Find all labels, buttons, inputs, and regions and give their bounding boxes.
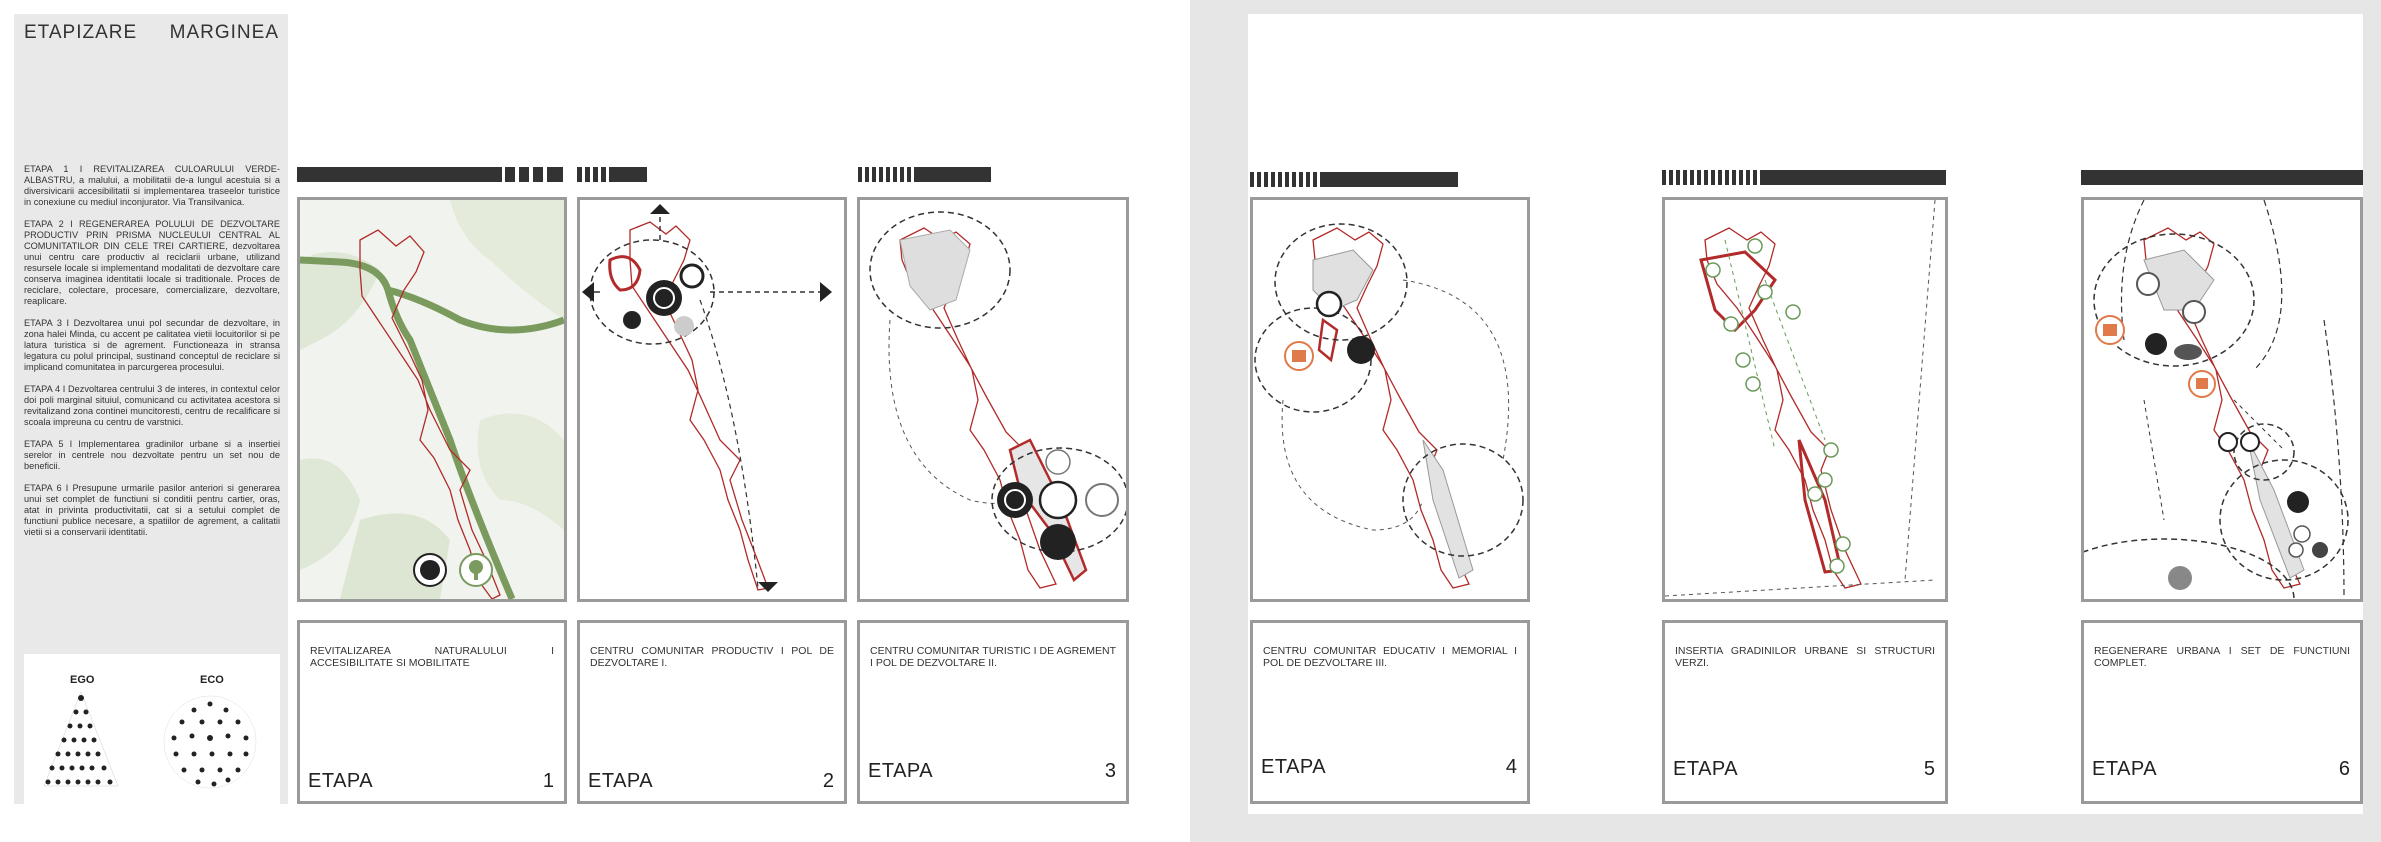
stage-2-map — [577, 197, 847, 602]
garden-icon — [1808, 487, 1822, 501]
eco-label: ECO — [200, 674, 224, 686]
stage-6-caption-text: REGENERARE URBANA I SET DE FUNCTIUNI COMPLET. — [2094, 645, 2350, 669]
stage-6-caption — [2081, 620, 2363, 804]
stages-description — [24, 164, 280, 549]
stage-5-caption-text: INSERTIA GRADINILOR URBANE SI STRUCTURI VERZI. — [1675, 645, 1935, 669]
stage-5-number: 5 — [1923, 758, 1935, 780]
gear-icon — [2289, 543, 2303, 557]
ferris-wheel-icon — [1086, 484, 1118, 516]
walker-icon — [1040, 482, 1076, 518]
stage-4-header-bars — [1250, 172, 1460, 187]
stage-1-caption — [297, 620, 567, 804]
stage-2-etapa-label: ETAPA — [588, 770, 654, 792]
eco-circle — [164, 696, 256, 788]
restaurant-icon — [2145, 333, 2167, 355]
stage-3-caption — [857, 620, 1129, 804]
sidebar-title — [24, 22, 279, 44]
restaurant-icon — [1040, 524, 1076, 560]
ego-eco-diagram — [24, 654, 280, 804]
viewpoint-icon — [1046, 450, 1070, 474]
garden-icon — [1758, 285, 1772, 299]
walker-icon — [2168, 566, 2192, 590]
sheep-icon — [674, 316, 694, 336]
garden-icon — [1736, 353, 1750, 367]
stage-3-header-bars — [858, 167, 993, 182]
garden-icon — [1830, 559, 1844, 573]
stage-6-etapa-label: ETAPA — [2092, 758, 2158, 780]
garden-icon — [1746, 377, 1760, 391]
garden-icon — [1818, 473, 1832, 487]
stage-2-caption-text: CENTRU COMUNITAR PRODUCTIV I POL DE DEZVOLTARE I. — [590, 645, 834, 669]
viewpoint-icon — [2294, 526, 2310, 542]
stage-1-2-header-bars — [297, 167, 650, 182]
stage-6-map — [2081, 197, 2363, 602]
sidebar-panel — [14, 14, 288, 804]
stage-5-caption — [1662, 620, 1948, 804]
stage-6-number: 6 — [2338, 758, 2350, 780]
stage-4-caption-text: CENTRU COMUNITAR EDUCATIV I MEMORIAL I POL DE DEZVOLTARE III. — [1263, 645, 1517, 669]
stage-6-description: ETAPA 6 I Presupune urmarile pasilor anteriori si generarea unui set complet de functiuni si conditii pentru cartier, oras, atat in privinta productivitatii, cat si a setului complet de functiuni publice necesare, a spatiilor de agrement, a calitatii vietii si a conservarii identitatii. — [24, 483, 280, 537]
ego-eco-illustration — [24, 654, 280, 804]
graduation-icon — [2174, 344, 2202, 360]
walker-icon — [2241, 433, 2259, 451]
stage-4-map — [1250, 197, 1530, 602]
stage-5-header-bars — [1662, 170, 1948, 185]
garden-icon — [1836, 537, 1850, 551]
garden-icon — [1706, 263, 1720, 277]
stage-5-description: ETAPA 5 I Implementarea gradinilor urbane si a insertiei serelor in centrele nou dezvoltate pentru un set nou de beneficii. — [24, 439, 280, 471]
title-etapizare: ETAPIZARE — [24, 22, 138, 43]
grapes-icon — [623, 311, 641, 329]
stage-5-map — [1662, 197, 1948, 602]
stage-2-caption — [577, 620, 847, 804]
recycle-icon — [2287, 491, 2309, 513]
garden-icon — [1724, 317, 1738, 331]
stage-1-number: 1 — [542, 770, 554, 792]
memorial-icon — [1317, 292, 1341, 316]
stage-4-etapa-label: ETAPA — [1261, 756, 1327, 778]
stage-2-number: 2 — [822, 770, 834, 792]
garden-icon — [1748, 239, 1762, 253]
recycle-icon — [646, 280, 682, 316]
ego-label: EGO — [70, 674, 95, 686]
stage-2-description: ETAPA 2 I REGENERAREA POLULUI DE DEZVOLTARE PRODUCTIV PRIN PRISMA NUCLEULUI CENTRAL AL COMUNITATILOR DIN CELE TREI CARTIERE, dezvoltarea unui centru care productiv al reciclarii urbane, utilizand resursele locale si implementand modalitati de dezvoltare care conserva imaginea identitatii locale si traditionale. Proces de reciclare, colectare, procesare, comercializare, dezvoltare, reaplicare. — [24, 219, 280, 306]
garden-icon — [1824, 443, 1838, 457]
factory-icon — [2183, 301, 2205, 323]
stage-6-header-bars — [2081, 170, 2363, 185]
stage-3-number: 3 — [1104, 760, 1116, 782]
stage-3-map — [857, 197, 1129, 602]
stage-4-description: ETAPA 4 I Dezvoltarea centrului 3 de interes, in contextul celor doi poli marginal situiul, comunicand cu activitatea acestora si revitalizand zona continei muncitoresti, centru de recalificare si scoala impreuna cu centru de varstnici. — [24, 384, 280, 427]
gear-icon — [681, 265, 703, 287]
ferris-wheel-icon — [2312, 542, 2328, 558]
restaurant-icon — [1347, 336, 1375, 364]
bike-icon — [2219, 433, 2237, 451]
stage-3-etapa-label: ETAPA — [868, 760, 934, 782]
stage-4-caption — [1250, 620, 1530, 804]
stage-1-etapa-label: ETAPA — [308, 770, 374, 792]
stage-3-description: ETAPA 3 I Dezvoltarea unui pol secundar de dezvoltare, in zona halei Minda, cu accent pe calitatea vietii locuitorilor si pe latura turistica si de agrement. Functioneaza in stransa legatura cu polul principal, sustinand conceptul de reciclare si implicand comunitatea in parcurgerea procesului. — [24, 318, 280, 372]
garden-icon — [1786, 305, 1800, 319]
stage-3-caption-text: CENTRU COMUNITAR TURISTIC I DE AGREMENT I POL DE DEZVOLTARE II. — [870, 645, 1116, 669]
stage-1-caption-text: REVITALIZAREA NATURALULUI I ACCESIBILITATE SI MOBILITATE — [310, 645, 554, 669]
stage-1-map — [297, 197, 567, 602]
recycle-icon — [997, 482, 1033, 518]
stage-5-etapa-label: ETAPA — [1673, 758, 1739, 780]
stage-1-description: ETAPA 1 I REVITALIZAREA CULOARULUI VERDE-ALBASTRU, a malului, a mobilitatii de-a lungul acestuia si a diversivicarii accesibilitatii si implementarea traseelor turistice in conexiune cu mediul inconjurator. Via Transilvanica. — [24, 164, 280, 207]
ego-pyramid — [44, 692, 118, 786]
title-marginea: MARGINEA — [169, 22, 279, 43]
memorial-icon — [2137, 273, 2159, 295]
stage-4-number: 4 — [1505, 756, 1517, 778]
